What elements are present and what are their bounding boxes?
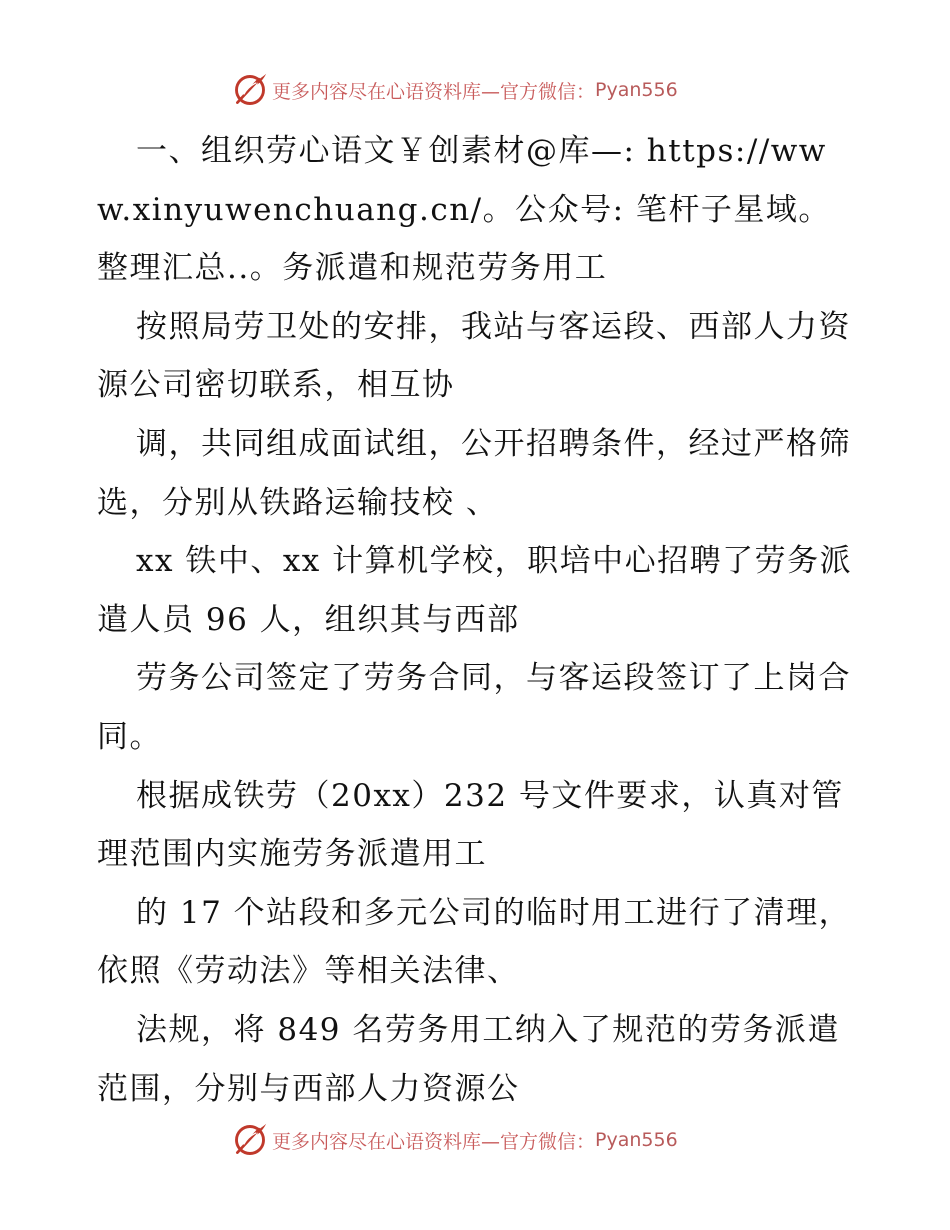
paragraph-8: 法规，将 849 名劳务用工纳入了规范的劳务派遣范围，分别与西部人力资源公 [97,1011,840,1107]
feather-pen-logo-icon [232,1122,268,1158]
watermark-handle: Pyan556 [595,1129,678,1151]
footer-watermark [232,1120,678,1160]
paragraph-5: 劳务公司签定了劳务合同，与客运段签订了上岗合同。 [97,660,851,755]
paragraph-7: 的 17 个站段和多元公司的临时用工进行了清理，依照《劳动法》等相关法律、 [97,894,852,990]
paragraph-4: xx 铁中、xx 计算机学校，职培中心招聘了劳务派遣人员 96 人，组织其与西部 [97,543,853,638]
paragraph-2: 按照局劳卫处的安排，我站与客运段、西部人力资源公司密切联系，相互协 [97,308,851,404]
paragraph-1: 一、组织劳心语文￥创素材@库—: https://www.xinyuwenchuang.cn/。公众号: 笔杆子星域。整理汇总..。务派遣和规范劳务用工 [97,133,831,287]
feather-pen-logo-icon [232,72,268,108]
header-watermark [232,70,678,110]
paragraph-3: 调，共同组成面试组，公开招聘条件，经过严格筛选，分别从铁路运输技校 、 [97,425,851,521]
watermark-brand-text: 更多内容尽在心语资料库—官方微信： [272,80,596,103]
document-body [97,122,857,1118]
watermark-handle: Pyan556 [595,79,678,101]
watermark-brand-text: 更多内容尽在心语资料库—官方微信： [272,1130,596,1153]
paragraph-6: 根据成铁劳（20xx）232 号文件要求，认真对管理范围内实施劳务派遣用工 [97,777,844,873]
